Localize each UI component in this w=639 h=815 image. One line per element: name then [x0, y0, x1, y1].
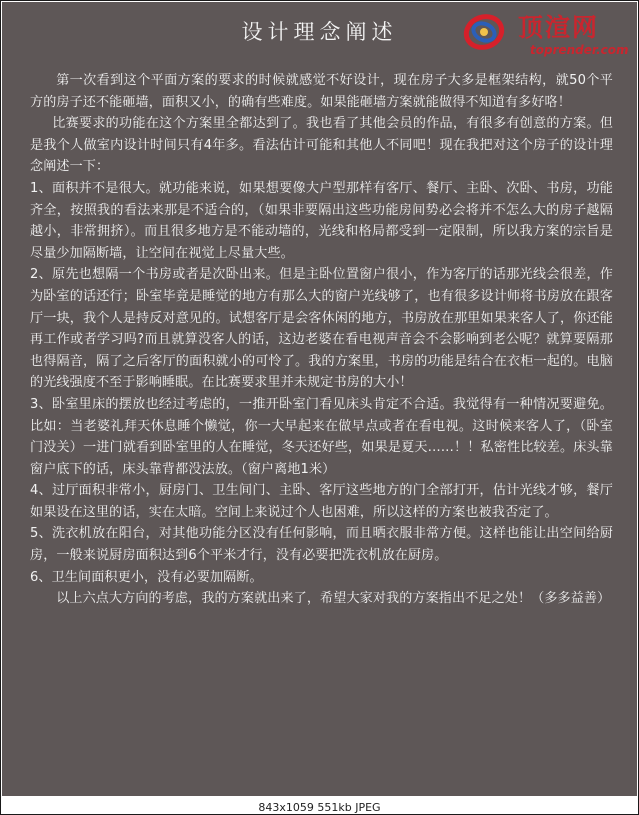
- paragraph: 4、过厅面积非常小，厨房门、卫生间门、主卧、客厅这些地方的门全部打开，估计光线才够，餐厅如果设在这里的话，实在太暗。空间上来说过个人也困难，所以这样的方案也被我否定了。: [30, 483, 613, 520]
- swirl-icon: [462, 12, 506, 53]
- paragraph: 以上六点大方向的考虑，我的方案就出来了，希望大家对我的方案指出不足之处！（多多益善）: [56, 591, 611, 607]
- document-body: [30, 70, 613, 610]
- watermark-logo: [460, 8, 632, 60]
- paragraph: 6、卫生间面积更小，没有必要加隔断。: [30, 569, 263, 585]
- paragraph: 2、原先也想隔一个书房或者是次卧出来。但是主卧位置窗户很小，作为客厅的话那光线会很差，作为卧室的话还行；卧室毕竟是睡觉的地方有那么大的窗户光线够了，也有很多设计师将书房放在跟客厅一块，我个人是持反对意见的。试想客厅是会客休闲的地方，书房放在那里如果来客人了，你还能再工作或者学习吗?而且就算没客人的话，这边老婆在看电视声音会不会影响到老公呢？就算要隔那也得隔音，隔了之后客厅的面积就小的可怜了。我的方案里，书房的功能是结合在衣柜一起的。电脑的光线强度不至于影响睡眠。在比赛要求里并未规定书房的大小！: [30, 267, 613, 391]
- page-title: 设计理念阐述: [241, 20, 398, 44]
- paragraph: 比赛要求的功能在这个方案里全都达到了。我也看了其他会员的作品，有很多有创意的方案。但是我个人做室内设计时间只有4年多。看法估计可能和其他人不同吧！现在我把对这个房子的设计理念阐述一下：: [30, 116, 613, 175]
- logo-url: toprender.com: [530, 43, 629, 57]
- design-board: [2, 2, 637, 796]
- logo-text: 顶渲网: [518, 13, 600, 42]
- paragraph: 第一次看到这个平面方案的要求的时候就感觉不好设计，现在房子大多是框架结构，就50个平方的房子还不能砸墙，面积又小，的确有些难度。如果能砸墙方案就能做得不知道有多好咯！: [30, 73, 613, 110]
- paragraph: 1、面积并不是很大。就功能来说，如果想要像大户型那样有客厅、餐厅、主卧、次卧、书房，功能齐全，按照我的看法来那是不适合的，（如果非要隔出这些功能房间势必会将并不怎么大的房子越隔越小，非常拥挤）。而且很多地方是不能动墙的，光线和格局都受到一定限制，所以我方案的宗旨是尽量少加隔断墙，让空间在视觉上尽量大些。: [30, 180, 613, 261]
- image-caption-bar: [2, 796, 637, 814]
- image-caption: 843x1059 551kb JPEG: [258, 801, 381, 814]
- paragraph: 5、洗衣机放在阳台，对其他功能分区没有任何影响，而且晒衣服非常方便。这样也能让出空间给厨房，一般来说厨房面积达到6个平米才行，没有必要把洗衣机放在厨房。: [30, 526, 613, 564]
- paragraph: 3、卧室里床的摆放也经过考虑的，一推开卧室门看见床头肯定不合适。我觉得有一种情况要避免。比如：当老婆礼拜天休息睡个懒觉，你一大早起来在做早点或者在看电视。这时候来客人了，（卧室门没关）一进门就看到卧室里的人在睡觉，冬天还好些，如果是夏天……！！私密性比较差。床头靠窗户底下的话，床头靠背都没法放。（窗户离地1米）: [30, 396, 613, 477]
